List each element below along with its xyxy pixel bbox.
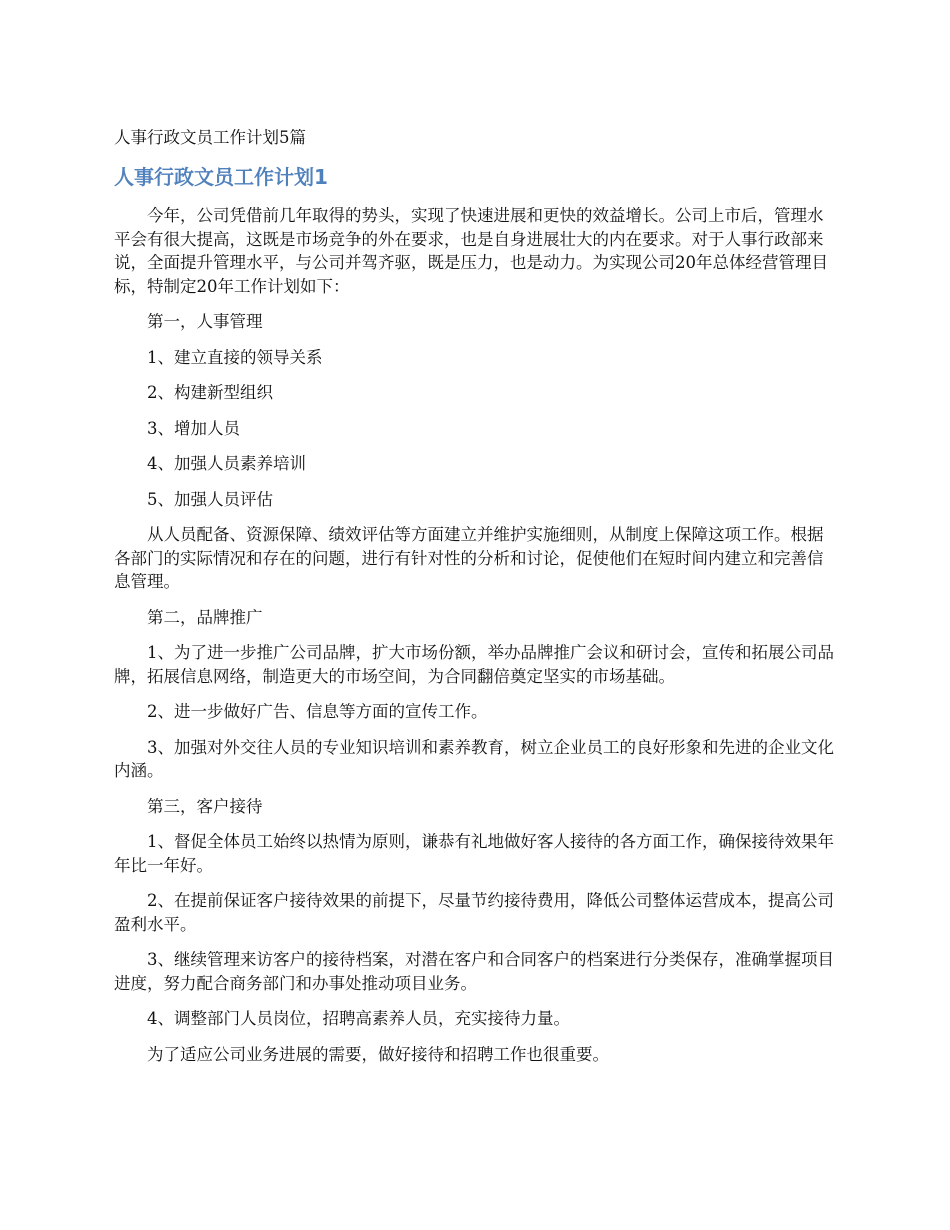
paragraph: 第二，品牌推广 [147,607,263,627]
paragraph: 4、调整部门人员岗位，招聘高素养人员，充实接待力量。 [147,1009,570,1028]
paragraph: 5、加强人员评估 [147,489,273,509]
paragraph: 第一，人事管理 [147,312,263,331]
paragraph: 1、为了进一步推广公司品牌，扩大市场份额，举办品牌推广会议和研讨会，宣传和拓展公司品牌，拓展信息网络，制造更大的市场空间，为合同翻倍奠定坚实的市场基础。 [114,643,834,686]
paragraph: 为了适应公司业务进展的需要，做好接待和招聘工作也很重要。 [147,1044,609,1064]
paragraph: 3、增加人员 [147,418,240,438]
section-heading: 人事行政文员工作计划1 [114,165,328,189]
paragraph: 第三，客户接待 [147,796,263,816]
paragraph: 今年，公司凭借前几年取得的势头，实现了快速进展和更快的效益增长。公司上市后，管理水平会有很大提高，这既是市场竞争的外在要求，也是自身进展壮大的内在要求。对于人事行政部来说，全面提升管理水平，与公司并驾齐驱，既是压力，也是动力。为实现公司20年总体经营管理目标，特制定20年工作计划如下： [114,206,828,296]
paragraph: 1、督促全体员工始终以热情为原则，谦恭有礼地做好客人接待的各方面工作，确保接待效果年年比一年好。 [114,832,834,875]
paragraph: 3、加强对外交往人员的专业知识培训和素养教育，树立企业员工的良好形象和先进的企业文化内涵。 [114,737,834,780]
paragraph: 2、构建新型组织 [147,383,273,402]
document-body [114,204,836,1078]
paragraph: 2、进一步做好广告、信息等方面的宣传工作。 [147,702,488,721]
paragraph: 2、在提前保证客户接待效果的前提下，尽量节约接待费用，降低公司整体运营成本，提高公司盈利水平。 [114,891,834,934]
paragraph: 1、建立直接的领导关系 [147,347,323,367]
paragraph: 从人员配备、资源保障、绩效评估等方面建立并维护实施细则，从制度上保障这项工作。根据各部门的实际情况和存在的问题，进行有针对性的分析和讨论，促使他们在短时间内建立和完善信息管理。 [114,525,824,591]
paragraph: 3、继续管理来访客户的接待档案，对潜在客户和合同客户的档案进行分类保存，准确掌握项目进度，努力配合商务部门和办事处推动项目业务。 [114,950,834,993]
document-title: 人事行政文员工作计划5篇 [114,128,306,147]
paragraph: 4、加强人员素养培训 [147,454,306,473]
